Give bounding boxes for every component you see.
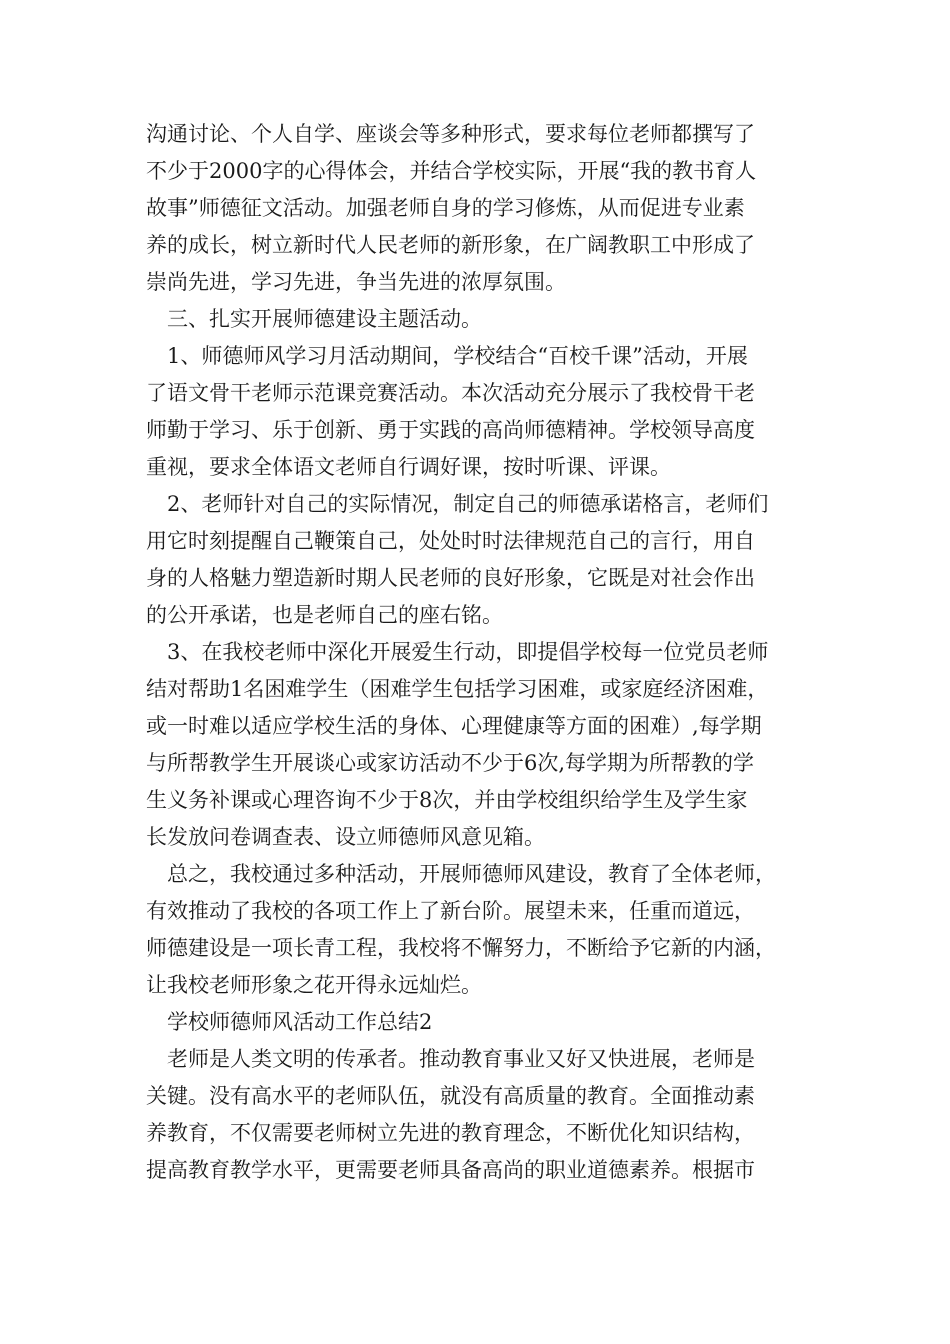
text-line: 有效推动了我校的各项工作上了新台阶。展望未来，任重而道远， xyxy=(146,899,755,923)
text-line: 生义务补课或心理咨询不少于8次，并由学校组织给学生及学生家 xyxy=(146,788,748,812)
text-line: 身的人格魅力塑造新时期人民老师的良好形象，它既是对社会作出 xyxy=(146,566,755,590)
document-subtitle: 学校师德师风活动工作总结2 xyxy=(167,1010,433,1034)
text-line: 关键。没有高水平的老师队伍，就没有高质量的教育。全面推动素 xyxy=(146,1084,755,1108)
text-line: 养的成长，树立新时代人民老师的新形象，在广阔教职工中形成了 xyxy=(146,233,755,257)
text-line: 与所帮教学生开展谈心或家访活动不少于6次,每学期为所帮教的学 xyxy=(146,751,755,775)
text-line: 不少于2000字的心得体会，并结合学校实际，开展“我的教书育人 xyxy=(146,159,757,183)
text-line: 1、师德师风学习月活动期间，学校结合“百校千课”活动，开展 xyxy=(167,344,748,368)
text-line: 了语文骨干老师示范课竞赛活动。本次活动充分展示了我校骨干老 xyxy=(146,381,755,405)
text-line: 的公开承诺，也是老师自己的座右铭。 xyxy=(146,603,503,627)
text-line: 师勤于学习、乐于创新、勇于实践的高尚师德精神。学校领导高度 xyxy=(146,418,755,442)
text-line: 重视，要求全体语文老师自行调好课，按时听课、评课。 xyxy=(146,455,671,479)
text-line: 或一时难以适应学校生活的身体、心理健康等方面的困难）,每学期 xyxy=(146,714,762,738)
text-line: 提高教育教学水平，更需要老师具备高尚的职业道德素养。根据市 xyxy=(146,1158,755,1182)
text-line: 用它时刻提醒自己鞭策自己，处处时时法律规范自己的言行，用自 xyxy=(146,529,755,553)
text-line: 2、老师针对自己的实际情况，制定自己的师德承诺格言，老师们 xyxy=(167,492,769,516)
text-line: 老师是人类文明的传承者。推动教育事业又好又快进展，老师是 xyxy=(167,1047,755,1071)
text-line: 沟通讨论、个人自学、座谈会等多种形式，要求每位老师都撰写了 xyxy=(146,122,755,146)
text-line: 师德建设是一项长青工程，我校将不懈努力，不断给予它新的内涵， xyxy=(146,936,776,960)
text-line: 崇尚先进，学习先进，争当先进的浓厚氛围。 xyxy=(146,270,566,294)
text-line: 总之，我校通过多种活动，开展师德师风建设，教育了全体老师， xyxy=(167,862,776,886)
text-line: 3、在我校老师中深化开展爱生行动，即提倡学校每一位党员老师 xyxy=(167,640,769,664)
text-line: 养教育，不仅需要老师树立先进的教育理念，不断优化知识结构， xyxy=(146,1121,755,1145)
text-line: 长发放问卷调查表、设立师德师风意见箱。 xyxy=(146,825,545,849)
text-line: 结对帮助1名困难学生（困难学生包括学习困难，或家庭经济困难， xyxy=(146,677,769,701)
text-line: 让我校老师形象之花开得永远灿烂。 xyxy=(146,973,482,997)
text-line: 故事”师德征文活动。加强老师自身的学习修炼，从而促进专业素 xyxy=(146,196,745,220)
section-heading: 三、扎实开展师德建设主题活动。 xyxy=(167,307,482,331)
document-body xyxy=(146,116,836,1189)
